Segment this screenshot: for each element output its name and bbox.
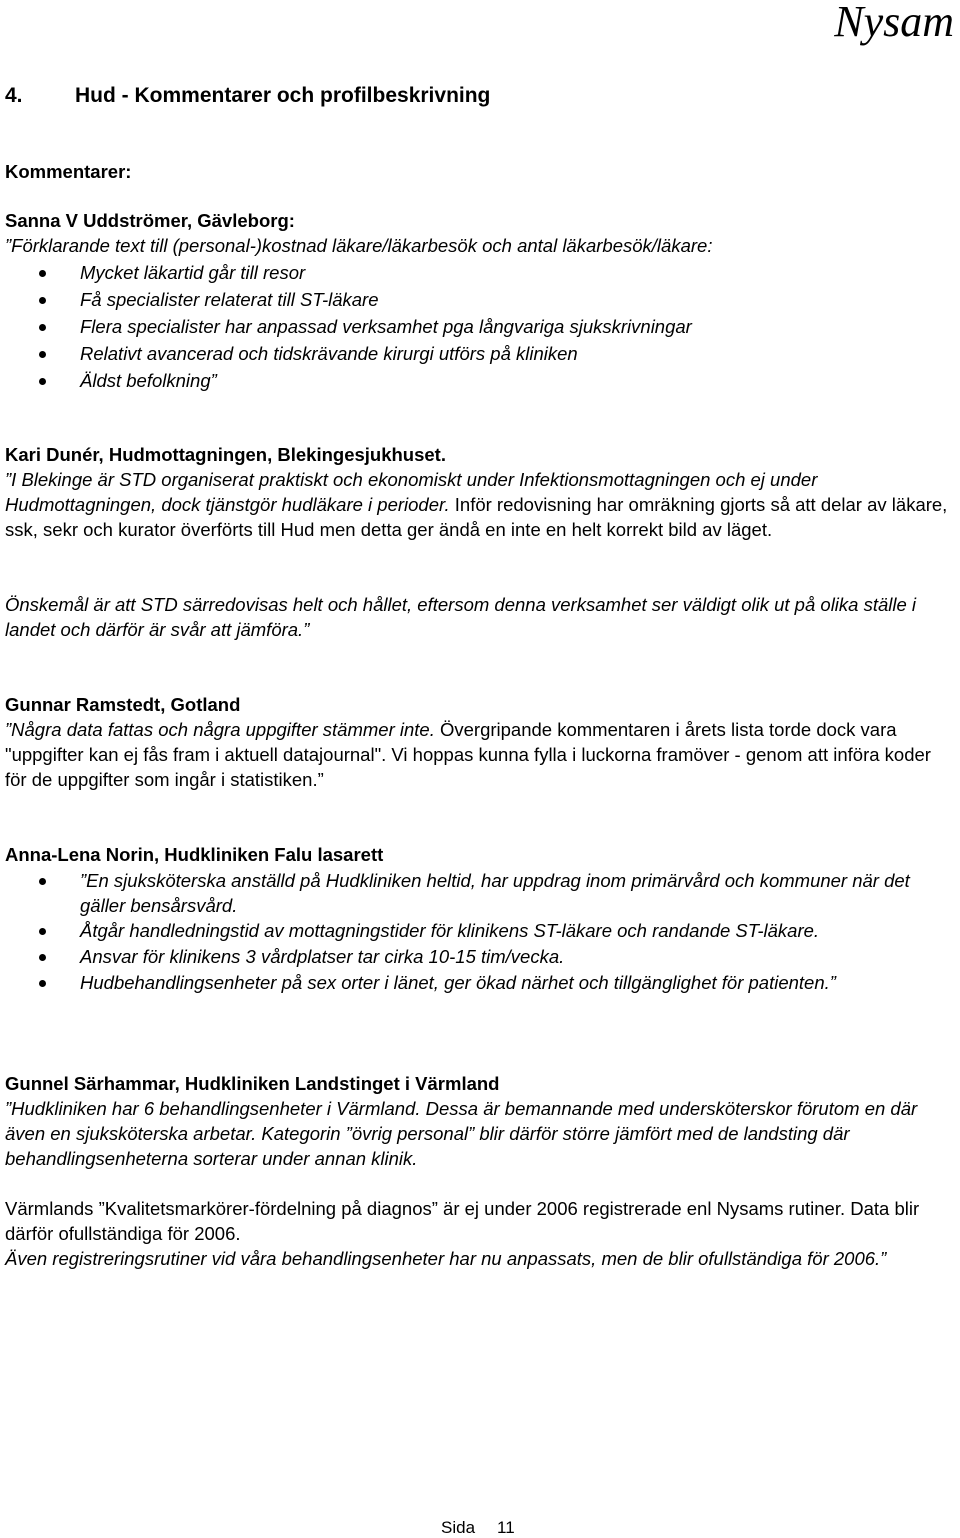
bullet-icon [39, 980, 46, 987]
bullet-icon [39, 351, 46, 358]
gunnar-quote-italic: ”Några data fattas och några uppgifter stämmer inte. [5, 719, 435, 740]
kari-quote-italic: ”I Blekinge är STD organiserat praktiskt och ekonomiskt under Infektionsmottagningen och ej under Hudmottagningen, dock tjänstgör hudläkare i perioder. [5, 469, 818, 516]
bullet-icon [39, 878, 46, 885]
gunnar-paragraph [5, 717, 955, 793]
gunnar-note: Övergripande kommentaren i årets lista torde dock vara "uppgifter kan ej fås fram i aktuell datajournal". Vi hoppas kunna fylla i luckorna framöver - genom att införa koder för de uppgifter som ingår i statistiken.” [5, 719, 931, 791]
kari-paragraph-2: Önskemål är att STD särredovisas helt och hållet, eftersom denna verksamhet ser väldigt olik ut på olika ställe i landet och därför är svår att jämföra.” [5, 594, 917, 641]
bullet-icon [39, 928, 46, 935]
bullet-icon [39, 324, 46, 331]
page-number: 11 [497, 1518, 515, 1537]
kari-note: Inför redovisning har omräkning gjorts så att delar av läkare, ssk, sekr och kurator överförts till Hud men detta ger ändå en inte en helt korrekt bild av läget. [5, 494, 948, 541]
sanna-bullet-list: Mycket läkartid går till resor Få specialister relaterat till ST-läkare Flera specialister har anpassad verksamhet pga långvariga sjukskrivningar Relativt avancerad och tidskrävande kirurgi utförs på kliniken Äldst befolkning” [5, 260, 945, 395]
bullet-icon [39, 954, 46, 961]
gunnel-paragraph-2: Värmlands ”Kvalitetsmarkörer-fördelning på diagnos” är ej under 2006 registrerade enl Nysams rutiner. Data blir därför ofullständiga för 2006. [5, 1198, 920, 1245]
bullet-icon [39, 270, 46, 277]
gunnel-paragraph-3: Även registreringsrutiner vid våra behandlingsenheter har nu anpassats, men de blir ofullständiga för 2006.” [5, 1248, 887, 1269]
bullet-icon [39, 297, 46, 304]
author-gunnar: Gunnar Ramstedt, Gotland [5, 694, 241, 715]
comments-heading: Kommentarer: [5, 161, 132, 182]
page-footer-label: Sida [441, 1518, 476, 1537]
author-kari: Kari Dunér, Hudmottagningen, Blekingesjukhuset. [5, 444, 446, 465]
kari-paragraph-1 [5, 467, 955, 543]
bullet-icon [39, 378, 46, 385]
author-sanna: Sanna V Uddströmer, Gävleborg: [5, 210, 295, 231]
anna-bullet-list: ”En sjuksköterska anställd på Hudkliniken heltid, har uppdrag inom primärvård och kommuner när det gäller bensårsvård. Åtgår handledningstid av mottagningstider för klinikens ST-läkare och randande ST-läkare. Ansvar för klinikens 3 vårdplatser tar cirka 10-15 tim/vecka. Hudbehandlingsenheter på sex orter i länet, ger ökad närhet och tillgänglighet för patienten.” [5, 868, 945, 1028]
sanna-intro: ”Förklarande text till (personal-)kostnad läkare/läkarbesök och antal läkarbesök/läkare: [5, 235, 713, 256]
gunnel-paragraph-1: ”Hudkliniken har 6 behandlingsenheter i Värmland. Dessa är bemannande med undersköterskor förutom en där även en sjuksköterska arbetar. Kategorin ”övrig personal” blir därför större jämfört med de landsting där behandlingsenheterna sorterar under annan klinik. [5, 1098, 918, 1170]
section-title: Hud - Kommentarer och profilbeskrivning [75, 84, 491, 107]
section-number: 4. [5, 84, 23, 107]
brand-logo: Nysam [834, 0, 954, 46]
author-gunnel: Gunnel Särhammar, Hudkliniken Landstinget i Värmland [5, 1073, 500, 1094]
author-anna-lena: Anna-Lena Norin, Hudkliniken Falu lasarett [5, 844, 384, 865]
